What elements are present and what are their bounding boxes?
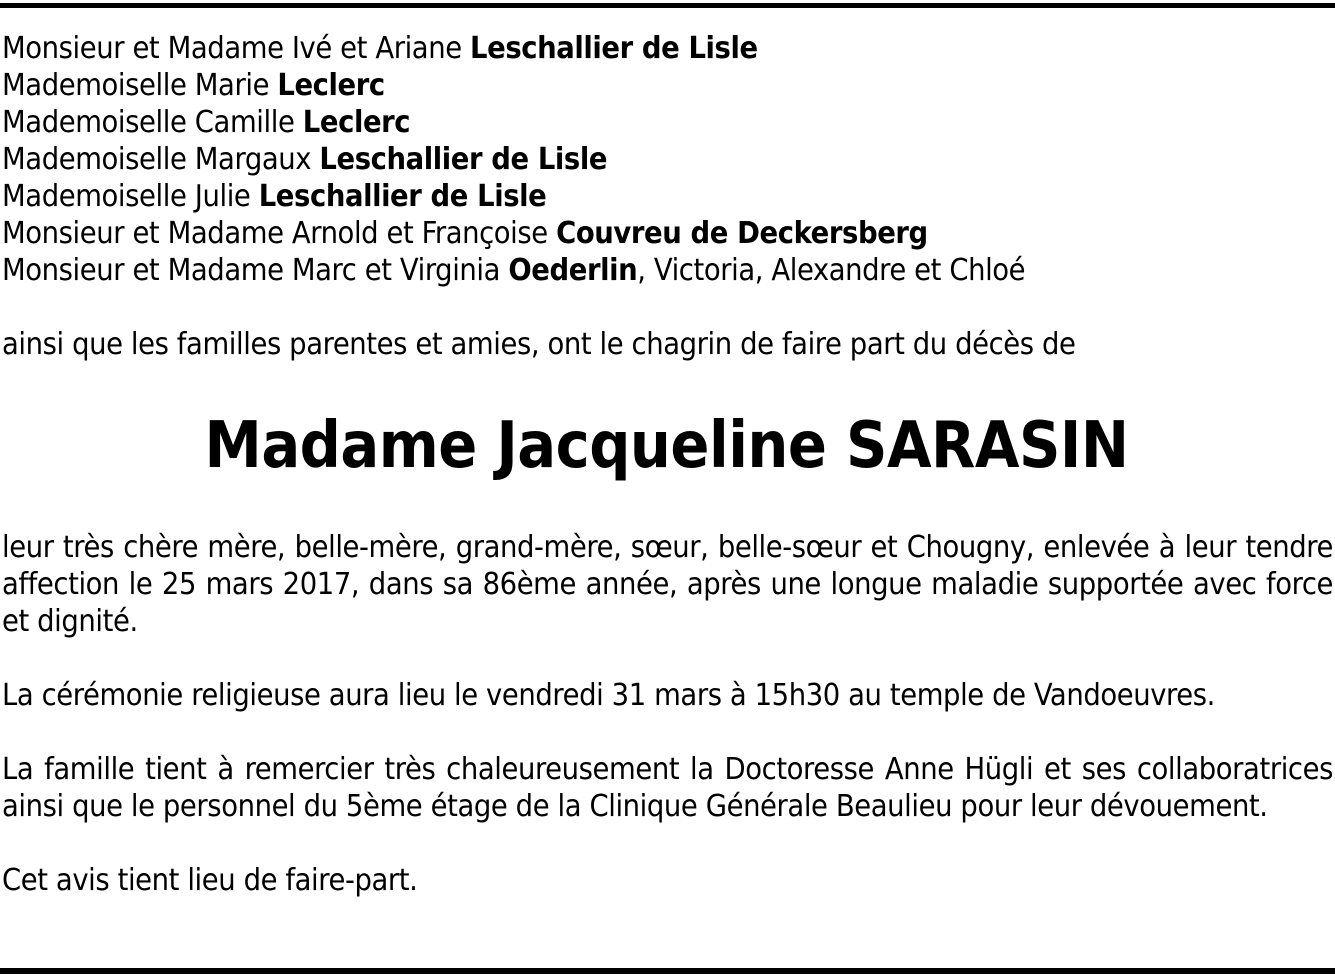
obituary-notice <box>2 30 1333 899</box>
family-given: Monsieur et Madame Marc et Virginia <box>2 253 509 288</box>
family-given: Monsieur et Madame Ivé et Ariane <box>2 31 471 66</box>
family-surname: Leschallier de Lisle <box>470 31 758 66</box>
family-line <box>2 141 1333 178</box>
paragraph-spacer <box>2 825 1333 862</box>
family-surname: Leschallier de Lisle <box>258 179 547 214</box>
family-surname: Leclerc <box>277 68 385 103</box>
family-list <box>2 30 1333 289</box>
family-surname: Leschallier de Lisle <box>319 142 608 177</box>
family-suffix: , Victoria, Alexandre et Chloé <box>637 253 1026 288</box>
family-given: Mademoiselle Marie <box>2 68 278 103</box>
deceased-name: Madame Jacqueline SARASIN <box>204 409 1129 483</box>
family-line <box>2 67 1333 104</box>
intro-text: ainsi que les familles parentes et amies, ont le chagrin de faire part du décès de <box>2 327 1076 362</box>
family-given: Mademoiselle Margaux <box>2 142 320 177</box>
bottom-rule <box>0 968 1335 974</box>
family-line <box>2 104 1333 141</box>
thanks-paragraph: La famille tient à remercier très chaleureusement la Doctoresse Anne Hügli et ses collaboratrices ainsi que le personnel du 5ème étage de la Clinique Générale Beaulieu pour leur dévouement. <box>2 752 1333 824</box>
paragraph-spacer <box>2 640 1333 677</box>
family-line <box>2 215 1333 252</box>
family-line <box>2 30 1333 67</box>
family-line <box>2 178 1333 215</box>
family-surname: Oederlin <box>508 253 638 288</box>
paragraph-spacer <box>2 714 1333 751</box>
family-surname: Couvreu de Deckersberg <box>556 216 928 251</box>
closing-paragraph: Cet avis tient lieu de faire-part. <box>2 863 418 898</box>
family-surname: Leclerc <box>302 105 411 140</box>
tribute-paragraph: leur très chère mère, belle-mère, grand-mère, sœur, belle-sœur et Chougny, enlevée à leur tendre affection le 25 mars 2017, dans sa 86ème année, après une longue maladie supportée avec force et dignité. <box>2 530 1333 639</box>
ceremony-paragraph: La cérémonie religieuse aura lieu le vendredi 31 mars à 15h30 au temple de Vandoeuvres. <box>2 678 1215 713</box>
family-given: Mademoiselle Camille <box>2 105 303 140</box>
top-rule <box>0 3 1335 8</box>
family-given: Mademoiselle Julie <box>2 179 259 214</box>
family-given: Monsieur et Madame Arnold et Françoise <box>2 216 557 251</box>
family-line <box>2 252 1333 289</box>
